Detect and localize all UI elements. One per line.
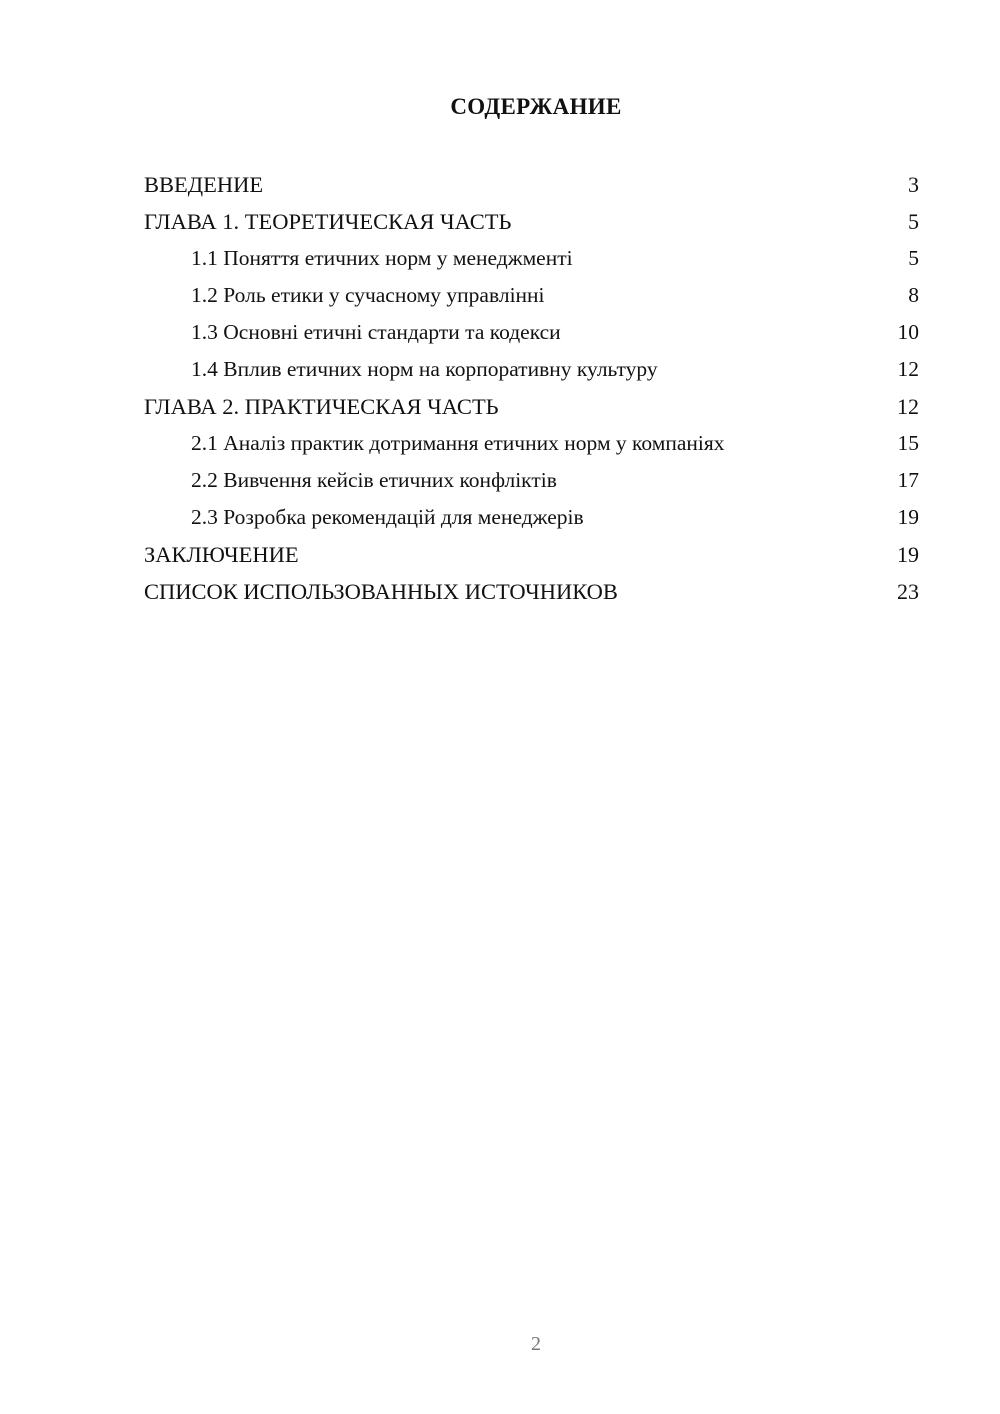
toc-entry-page: 12 [897, 357, 919, 381]
toc-entry-label: ГЛАВА 1. ТЕОРЕТИЧЕСКАЯ ЧАСТЬ [144, 209, 512, 234]
toc-entry-page: 19 [897, 505, 919, 529]
toc-entry-references[interactable] [144, 573, 919, 610]
toc-entry-introduction[interactable] [144, 166, 919, 203]
toc-entry-section-1-4[interactable] [144, 351, 919, 388]
toc-entry-section-2-1[interactable] [144, 425, 919, 462]
toc-entry-page: 12 [897, 394, 919, 419]
toc-entry-label: 1.2 Роль етики у сучасному управлінні [191, 283, 545, 307]
toc-entry-label: 1.3 Основні етичні стандарти та кодекси [191, 320, 561, 344]
toc-entry-label: ЗАКЛЮЧЕНИЕ [144, 542, 299, 567]
toc-entry-page: 15 [897, 431, 919, 455]
toc-entry-section-1-1[interactable] [144, 240, 919, 277]
toc-entry-page: 5 [908, 209, 919, 234]
toc-entry-label: ВВЕДЕНИЕ [144, 172, 264, 197]
toc-entry-label: СПИСОК ИСПОЛЬЗОВАННЫХ ИСТОЧНИКОВ [144, 579, 618, 604]
toc-entry-section-2-3[interactable] [144, 499, 919, 536]
toc-entry-page: 17 [897, 468, 919, 492]
table-of-contents [144, 166, 919, 610]
toc-entry-page: 23 [897, 579, 919, 604]
toc-entry-page: 5 [908, 246, 919, 270]
toc-entry-page: 3 [908, 172, 919, 197]
toc-entry-label: 2.1 Аналіз практик дотримання етичних норм у компаніях [191, 431, 725, 455]
toc-entry-conclusion[interactable] [144, 536, 919, 573]
toc-entry-label: 1.4 Вплив етичних норм на корпоративну культуру [191, 357, 658, 381]
toc-entry-page: 19 [897, 542, 919, 567]
page-number: 2 [531, 1333, 541, 1355]
toc-entry-label: 2.2 Вивчення кейсів етичних конфліктів [191, 468, 557, 492]
toc-entry-page: 10 [897, 320, 919, 344]
toc-entry-section-1-3[interactable] [144, 314, 919, 351]
toc-entry-label: 1.1 Поняття етичних норм у менеджменті [191, 246, 573, 270]
toc-heading: СОДЕРЖАНИЕ [450, 94, 622, 119]
toc-entry-chapter-2[interactable] [144, 388, 919, 425]
toc-entry-label: ГЛАВА 2. ПРАКТИЧЕСКАЯ ЧАСТЬ [144, 394, 499, 419]
toc-entry-chapter-1[interactable] [144, 203, 919, 240]
toc-entry-page: 8 [908, 283, 919, 307]
toc-entry-section-2-2[interactable] [144, 462, 919, 499]
toc-entry-label: 2.3 Розробка рекомендацій для менеджерів [191, 505, 584, 529]
toc-entry-section-1-2[interactable] [144, 277, 919, 314]
